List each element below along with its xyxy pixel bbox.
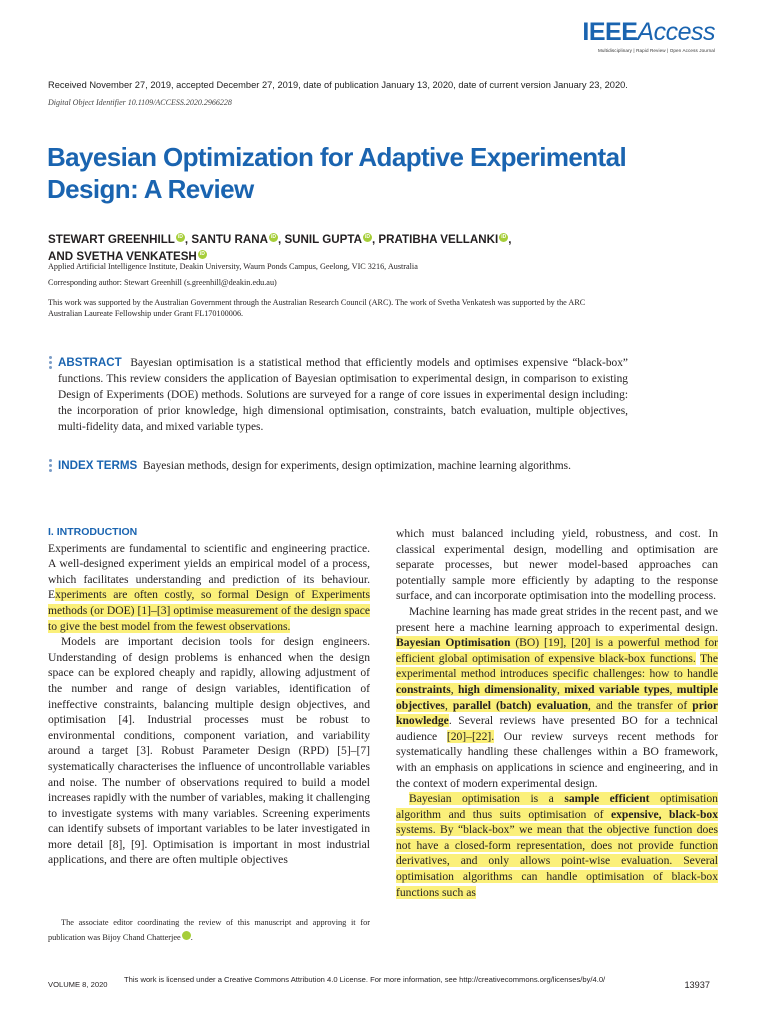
volume-label: VOLUME 8, 2020 (48, 980, 108, 989)
highlighted-text: The experimental method introduces specific challenges: how to handle constraints, high dimensionality, mixed variable types, multiple objectives, parallel (batch) evaluation, and the transfer of prior knowledge (396, 651, 719, 728)
author-3: SUNIL GUPTA (284, 233, 362, 246)
author-5: AND SVETHA VENKATESH (48, 250, 197, 263)
author-list: STEWART GREENHILL iD , SANTU RANA iD , SUNIL GUPTA iD , PRATIBHA VELLANKI iD , AND SVETHA VENKATESH iD (48, 233, 512, 263)
abstract-text: Bayesian optimisation is a statistical method that efficiently models and optimises expensive “black-box” functions. This review considers the application of Bayesian optimisation to experimental design, in comparison to existing Design of Experiments (DOE) methods. Solutions are surveyed for a range of core issues in experimental design including: the incorporation of prior knowledge, high dimensional optimisation, constraints, batch evaluation, multiple objectives, multi-fidelity data, and mixed variable types. (58, 357, 628, 433)
author-2: SANTU RANA (191, 233, 268, 246)
orcid-icon[interactable]: iD (271, 234, 276, 241)
highlighted-text: Bayesian Optimisation (BO) [19], [20] is a powerful method for efficient global optimisation of expensive black-box functions. (396, 636, 718, 665)
logo-ieee: IEEE (582, 18, 638, 46)
orcid-icon[interactable]: iD (182, 931, 191, 940)
abstract-dots-icon (49, 356, 53, 371)
corresponding-author: Corresponding author: Stewart Greenhill (s.greenhill@deakin.edu.au) (48, 278, 277, 287)
paragraph: Experiments are fundamental to scientific and engineering practice. A well-designed experiment yields an empirical model of a process, which facilitates understanding and prediction of its behaviour. Experiments are often costly, so formal Design of Experiments methods (or DOE) [1]–[3] optimise measurement of the design space to give the best model from the fewest observations. (48, 541, 370, 633)
abstract (58, 355, 628, 435)
section-heading: I. INTRODUCTION (48, 526, 138, 538)
paragraph: Models are important decision tools for design engineers. Understanding of design problems is enhanced when the design space can be explored cheaply and rapidly, allowing adjustment of the number and range of design variables, identification of ineffective constraints, balancing multiple design objectives, and optimisation [4]. Industrial processes must be robust to environmental conditions, component variation, and variability around a target [3]. Robust Parameter Design (RPD) [5]–[7] systematically characterises the influence of uncontrollable variables and noise. The number of observations required to build a model increases rapidly with the number of variables, making it challenging to investigate systems with many variables. Screening experiments can identify subsets of important variables to be later investigated in more detail [8], [9]. Optimisation is important in most industrial applications, and there are often multiple objectives (48, 635, 370, 867)
orcid-icon[interactable]: iD (501, 234, 507, 241)
journal-logo (582, 18, 715, 53)
affiliation: Applied Artificial Intelligence Institute, Deakin University, Waurn Ponds Campus, Geelong, VIC 3216, Australia (48, 262, 418, 271)
abstract-label: ABSTRACT (58, 356, 122, 369)
logo-tagline: Multidisciplinary | Rapid Review | Open Access Journal (597, 48, 715, 53)
paragraph: which must balanced including yield, robustness, and cost. In classical experimental design, modelling and optimisation are separate processes, but newer model-based approaches can potentially sample more efficiently by adapting to the response surface, and can incorporate optimisation into the modelling process. (396, 527, 718, 603)
doi-line: Digital Object Identifier 10.1109/ACCESS.2020.2966228 (48, 98, 232, 107)
highlighted-text: Bayesian optimisation is a sample efficient optimisation algorithm and thus suits optimisation of expensive, black-box systems. By “black-box” we mean that the objective function does not have a closed-form representation, does not provide function derivatives, and only allows point-wise evaluation. Several optimisation algorithms can handle optimisation of black-box functions such as (396, 792, 718, 899)
editor-footnote: The associate editor coordinating the review of this manuscript and approving it for publication was Bijoy Chand Chatterjee iD. (48, 918, 370, 942)
title-line-1: Bayesian Optimization for Adaptive Experimental (47, 142, 627, 172)
paragraph: Machine learning has made great strides in the recent past, and we present here a machine learning approach to experimental design. Bayesian Optimisation (BO) [19], [20] is a powerful method for efficient global optimisation of expensive black-box functions. The experimental method introduces specific challenges: how to handle constraints, high dimensionality, mixed variable types, multiple objectives, parallel (batch) evaluation, and the transfer of prior knowledge. Several reviews have presented BO for a technical audience [20]–[22]. Our review surveys recent methods for systematically handling these challenges within a BO framework, with an emphasis on applications in science and engineering, and in the context of modern experimental design. (396, 604, 719, 790)
funding-statement: This work was supported by the Australian Government through the Australian Research Council (ARC). The work of Svetha Venkatesh was supported by the ARC Australian Laureate Fellowship under Grant FL170100006. (48, 298, 586, 318)
orcid-icon[interactable]: iD (177, 234, 183, 241)
orcid-icon[interactable]: iD (199, 251, 205, 258)
license-notice[interactable]: This work is licensed under a Creative Commons Attribution 4.0 License. For more information, see http://creativecommons.org/licenses/by/4.0/ (124, 975, 606, 984)
body-column-right (396, 526, 718, 900)
author-1: STEWART GREENHILL (48, 233, 175, 246)
author-4: PRATIBHA VELLANKI (378, 233, 499, 246)
title-line-2: Design: A Review (47, 174, 254, 204)
page-number: 13937 (684, 980, 710, 990)
index-terms-text: Bayesian methods, design for experiments, design optimization, machine learning algorithms. (142, 460, 571, 472)
body-column-left (48, 525, 370, 868)
paragraph (396, 791, 718, 900)
highlighted-text: xperiments are often costly, so formal Design of Experiments methods (or DOE) [1]–[3] optimise measurement of the design space to give the best model from the fewest observations. (48, 588, 370, 633)
highlighted-ref: [20]–[22]. (446, 729, 495, 743)
index-terms-label: INDEX TERMS (58, 459, 138, 472)
index-terms (58, 458, 628, 474)
logo-access: Access (637, 18, 715, 46)
orcid-icon[interactable]: iD (364, 234, 370, 241)
received-dates: Received November 27, 2019, accepted December 27, 2019, date of publication January 13, 2020, date of current version January 23, 2020. (48, 80, 628, 90)
paper-title (47, 141, 687, 205)
index-terms-dots-icon (49, 459, 53, 474)
